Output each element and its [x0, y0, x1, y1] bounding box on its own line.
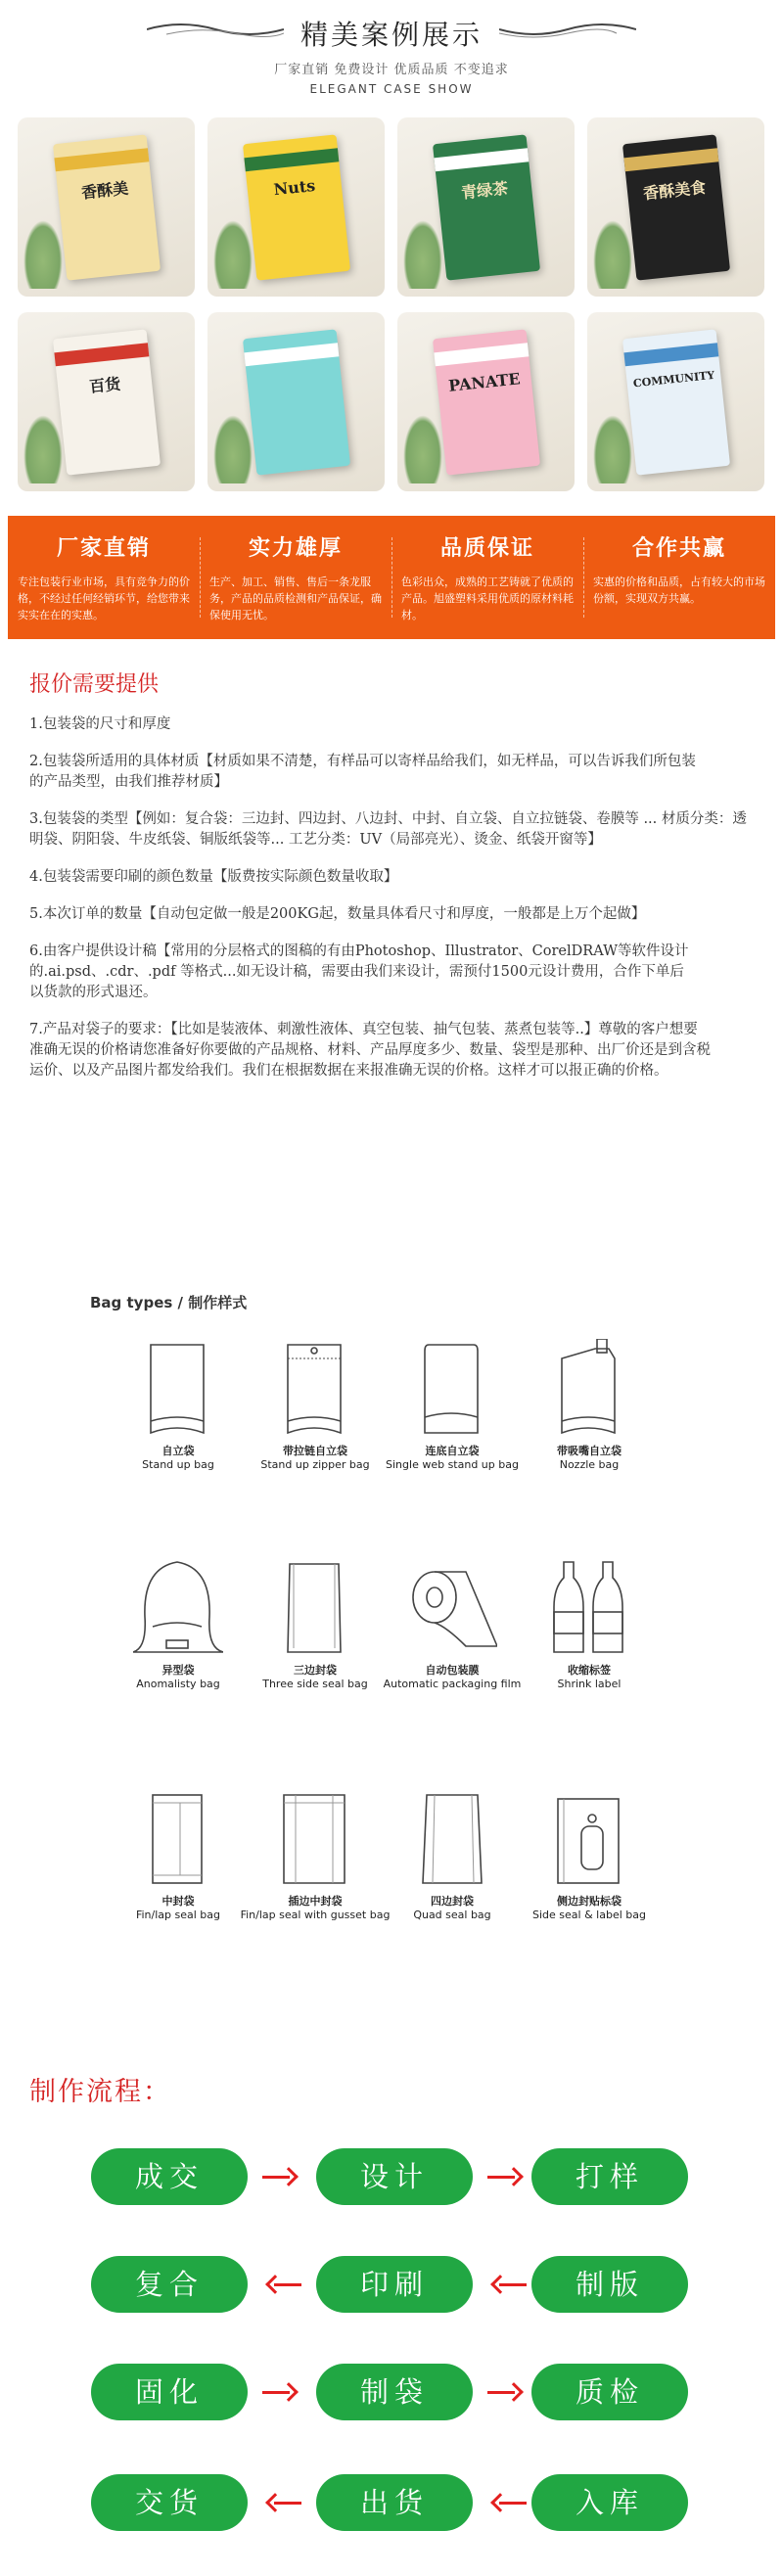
bag-band — [244, 148, 339, 171]
list-item: 3.包装袋的类型【例如：复合袋：三边封、四边封、八边封、中封、自立袋、自立拉链袋、卷膜等 ... 材质分类：透明袋、阴阳袋、牛皮纸袋、铜版纸袋等... 工艺分类：UV（局部亮光）、烫金、纸袋开窗等】 — [29, 811, 747, 848]
bag-type-name-en: Side seal & label bag — [532, 1909, 646, 1921]
plant-decoration — [213, 220, 253, 289]
banner-item-factory — [8, 516, 200, 639]
bag-type-name-en: Anomalisty bag — [136, 1678, 220, 1690]
package-bag — [622, 134, 729, 280]
bag-type-name-en: Fin/lap seal bag — [135, 1909, 221, 1921]
banner-item-cooperation — [583, 516, 775, 639]
plant-decoration — [403, 415, 442, 483]
shrink-label-bottles-icon — [544, 1558, 634, 1656]
process-step: 成交 — [91, 2148, 248, 2205]
arrow-right-icon — [487, 2382, 527, 2402]
bag-band — [434, 148, 529, 171]
banner-title: 实力雄厚 — [248, 536, 343, 561]
package-bag — [242, 329, 349, 475]
bag-label: 百货 — [87, 373, 121, 396]
quad-seal-bag-icon — [407, 1789, 497, 1887]
process-step: 制版 — [531, 2256, 688, 2313]
product-photo — [397, 312, 575, 491]
package-bag — [52, 134, 160, 280]
plant-decoration — [403, 220, 442, 289]
bag-type-name-zh: 连底自立袋 — [425, 1445, 480, 1457]
bag-type-name-zh: 带吸嘴自立袋 — [557, 1445, 622, 1457]
bag-label — [253, 368, 335, 377]
list-item: 1.包装袋的尺寸和厚度 — [29, 716, 171, 732]
banner-text: 专注包装行业市场，具有竞争力的价格，不经过任何经销环节，给您带来实实在在的实惠。 — [18, 575, 190, 621]
bag-band — [434, 343, 529, 366]
process-title: 制作流程： — [29, 2077, 171, 2107]
bag-type-name-zh: 自动包装膜 — [425, 1664, 480, 1677]
list-item: 7.产品对袋子的要求：【比如是装液体、刺激性液体、真空包装、抽气包装、蒸煮包装等..】尊敬的客户想要 准确无误的价格请您准备好你要做的产品规格、材料、产品厚度多少、数量、袋型是那种、出厂价还是到含税 运价、以及产品图片都发给我们。我们在根据数据在来报准确无误的价格。这样才可以报正确的价格。 — [29, 1022, 711, 1079]
bag-type-name-en: Automatic packaging film — [383, 1678, 522, 1690]
feature-banner — [8, 516, 775, 639]
bag-label: 青绿茶 — [459, 178, 509, 203]
bag-type-name-zh: 收缩标签 — [568, 1664, 611, 1677]
plant-decoration — [593, 220, 632, 289]
bag-type-name-en: Stand up bag — [142, 1458, 214, 1471]
arrow-left-icon — [487, 2493, 527, 2512]
bag-type-name-zh: 插边中封袋 — [288, 1895, 343, 1908]
bag-type-item — [506, 1789, 672, 1921]
package-bag — [432, 134, 539, 280]
list-item: 5.本次订单的数量【自动包定做一般是200KG起，数量具体看尺寸和厚度，一般都是上万个起做】 — [29, 906, 646, 922]
banner-item-strength — [200, 516, 392, 639]
product-photo — [207, 312, 385, 491]
product-photo — [587, 312, 764, 491]
plant-decoration — [23, 415, 63, 483]
process-step: 打样 — [531, 2148, 688, 2205]
gusset-fin-seal-bag-icon — [270, 1789, 360, 1887]
page-subtitle: 厂家直销 免费设计 优质品质 不变追求 — [274, 63, 509, 77]
page-title: 精美案例展示 — [299, 19, 483, 51]
bag-band — [54, 343, 149, 366]
product-photo — [397, 117, 575, 297]
bag-label: COMMUNITY — [631, 368, 715, 390]
product-photo — [587, 117, 764, 297]
bag-band — [54, 148, 149, 171]
bag-label: PANATE — [446, 368, 521, 395]
bag-type-name-en: Shrink label — [557, 1678, 622, 1690]
bag-type-name-zh: 自立袋 — [161, 1445, 195, 1457]
plant-decoration — [213, 415, 253, 483]
product-gallery — [18, 117, 765, 494]
banner-item-quality — [392, 516, 583, 639]
side-seal-label-bag-icon — [544, 1789, 634, 1887]
page-subtitle-en: ELEGANT CASE SHOW — [309, 82, 474, 96]
list-item: 2.包装袋所适用的具体材质【材质如果不清楚，有样品可以寄样品给我们，如无样品，可以告诉我们所包装 的产品类型，由我们推荐材质】 — [29, 754, 696, 790]
bag-type-name-zh: 三边封袋 — [294, 1664, 337, 1677]
bag-type-name-en: Single web stand up bag — [386, 1458, 519, 1471]
bag-band — [244, 343, 339, 366]
banner-title: 厂家直销 — [56, 536, 151, 561]
stand-up-bag-icon — [133, 1339, 223, 1437]
process-step: 复合 — [91, 2256, 248, 2313]
bag-type-name-en: Quad seal bag — [413, 1909, 491, 1921]
arrow-right-icon — [262, 2382, 301, 2402]
banner-text: 实惠的价格和品质，占有较大的市场份额，实现双方共赢。 — [593, 575, 765, 605]
process-step: 固化 — [91, 2364, 248, 2420]
bag-type-name-en: Fin/lap seal with gusset bag — [240, 1909, 391, 1921]
arrow-right-icon — [262, 2167, 301, 2186]
nozzle-bag-icon — [544, 1339, 634, 1437]
three-side-seal-bag-icon — [270, 1558, 360, 1656]
package-bag — [242, 134, 349, 280]
bag-type-name-en: Nozzle bag — [559, 1458, 620, 1471]
bag-label: Nuts — [272, 175, 316, 199]
bag-types-title: Bag types / 制作样式 — [90, 1294, 248, 1311]
product-photo — [18, 117, 195, 297]
product-photo — [18, 312, 195, 491]
bag-type-name-en: Stand up zipper bag — [260, 1458, 370, 1471]
process-step: 出货 — [316, 2474, 473, 2531]
bag-type-name-zh: 中封袋 — [161, 1895, 195, 1908]
arrow-left-icon — [262, 2493, 301, 2512]
bag-label: 香酥美 — [79, 178, 129, 203]
process-step: 入库 — [531, 2474, 688, 2531]
arrow-left-icon — [262, 2275, 301, 2294]
zipper-bag-icon — [270, 1339, 360, 1437]
process-step: 印刷 — [316, 2256, 473, 2313]
plant-decoration — [593, 415, 632, 483]
list-item: 4.包装袋需要印刷的颜色数量【版费按实际颜色数量收取】 — [29, 869, 398, 885]
package-bag — [432, 329, 539, 475]
arrow-right-icon — [487, 2167, 527, 2186]
bag-label: 香酥美食 — [641, 177, 707, 203]
page-header — [0, 0, 783, 108]
packaging-film-roll-icon — [407, 1558, 497, 1656]
banner-title: 品质保证 — [439, 536, 534, 561]
package-bag — [622, 329, 729, 475]
bag-band — [623, 343, 718, 366]
bag-type-item — [506, 1558, 672, 1690]
banner-text: 色彩出众，成熟的工艺铸就了优质的产品。旭盛塑料采用优质的原材料耗材。 — [401, 575, 574, 621]
anomalisty-bag-icon — [133, 1558, 223, 1656]
bag-type-name-zh: 异型袋 — [161, 1664, 195, 1677]
arrow-left-icon — [487, 2275, 527, 2294]
bag-type-name-zh: 侧边封贴标袋 — [557, 1895, 622, 1908]
process-step: 质检 — [531, 2364, 688, 2420]
fin-seal-bag-icon — [133, 1789, 223, 1887]
bag-band — [623, 148, 718, 171]
list-item: 6.由客户提供设计稿【常用的分层格式的图稿的有由Photoshop、Illustrator、CorelDRAW等软件设计的.ai.psd、.cdr、.pdf 等格式...如无设计稿，需要由我们来设计，需预付1500元设计费用，合作下单后 以货款的形式退还。 — [29, 943, 689, 1000]
process-step: 制袋 — [316, 2364, 473, 2420]
bag-type-item — [506, 1339, 672, 1471]
bag-type-name-zh: 带拉链自立袋 — [283, 1445, 347, 1457]
package-bag — [52, 329, 160, 475]
plant-decoration — [23, 220, 63, 289]
process-step: 交货 — [91, 2474, 248, 2531]
bag-type-name-en: Three side seal bag — [262, 1678, 368, 1690]
process-step: 设计 — [316, 2148, 473, 2205]
quote-requirements-list — [29, 714, 754, 1098]
product-photo — [207, 117, 385, 297]
banner-title: 合作共赢 — [631, 536, 726, 561]
banner-text: 生产、加工、销售、售后一条龙服务，产品的品质检测和产品保证，确保使用无忧。 — [209, 575, 382, 621]
bag-type-name-zh: 四边封袋 — [431, 1895, 474, 1908]
quote-section-title: 报价需要提供 — [29, 672, 160, 697]
single-web-bag-icon — [407, 1339, 497, 1437]
